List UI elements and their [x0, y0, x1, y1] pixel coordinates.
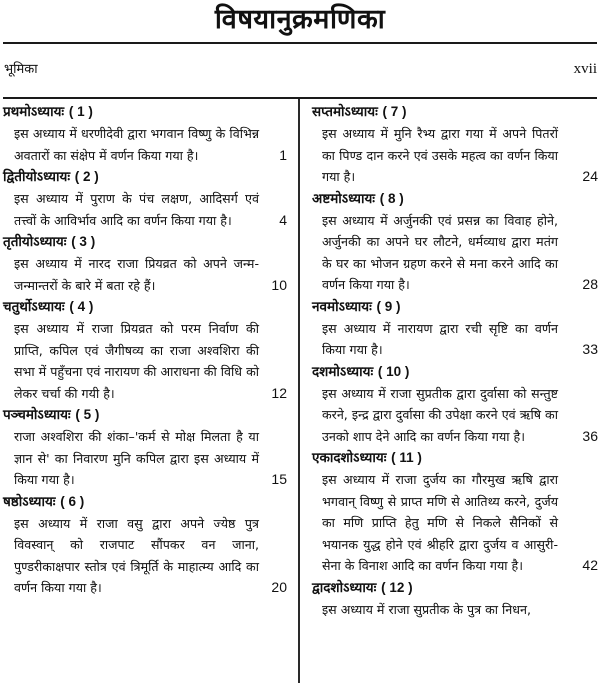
chapter-title: दशमोऽध्यायः	[312, 363, 374, 380]
left-column	[0, 99, 297, 683]
chapter-heading	[302, 188, 592, 210]
chapter-summary: इस अध्याय में मुनि रैभ्य द्वारा गया में अपने पितरों का पिण्ड दान करने एवं उसके महत्व का वर्णन किया गया है।	[322, 126, 558, 184]
page-number: 1	[279, 146, 287, 163]
toc-entry[interactable]	[0, 231, 297, 296]
chapter-heading	[302, 447, 592, 469]
chapter-title: द्वादशोऽध्यायः	[312, 579, 377, 596]
chapter-number: ( 6 )	[60, 493, 85, 509]
chapter-summary: इस अध्याय में राजा वसु द्वारा अपने ज्येष्ठ पुत्र विवस्वान् को राजपाट सौंपकर वन जाना, पुण्डरीकाक्षपार स्तोत्र एवं त्रिमूर्ति के माहात्म्य आदि का वर्णन किया गया है।	[14, 515, 259, 595]
chapter-title: पञ्चमोऽध्यायः	[3, 407, 71, 423]
chapter-heading	[302, 101, 592, 123]
chapter-title: द्वितीयोऽध्यायः	[3, 169, 71, 185]
page-number: 24	[582, 168, 598, 184]
chapter-number: ( 10 )	[377, 363, 410, 379]
chapter-number: ( 3 )	[71, 234, 96, 249]
page-number: 33	[582, 341, 598, 357]
toc-entry[interactable]	[302, 447, 600, 577]
toc-entry[interactable]	[302, 188, 600, 296]
chapter-number: ( 11 )	[391, 450, 422, 465]
page-number: 4	[279, 211, 287, 228]
page-number: 10	[271, 276, 287, 293]
chapter-heading	[0, 491, 289, 513]
chapter-heading	[0, 404, 289, 426]
page-number: 12	[271, 384, 287, 401]
chapter-number: ( 9 )	[376, 298, 401, 314]
column-divider	[298, 99, 300, 683]
chapter-number: ( 7 )	[382, 104, 407, 119]
chapter-summary: इस अध्याय में पुराण के पंच लक्षण, आदिसर्ग एवं तत्त्वों के आविर्भाव आदि का वर्णन किया गया है।	[14, 191, 259, 228]
chapter-title: एकादशोऽध्यायः	[312, 450, 387, 466]
chapter-number: ( 12 )	[381, 579, 413, 595]
chapter-summary: इस अध्याय में नारद राजा प्रियव्रत को अपने जन्म-जन्मान्तरों के बारे में बता रहे हैं।	[14, 256, 259, 293]
intro-label: भूमिका	[4, 62, 38, 77]
chapter-heading	[302, 296, 592, 318]
chapter-summary: इस अध्याय में राजा सुप्रतीक के पुत्र का निधन,	[322, 601, 531, 617]
page-number: 36	[582, 427, 598, 444]
toc-entry[interactable]	[0, 491, 297, 599]
chapter-number: ( 8 )	[379, 190, 404, 206]
toc-entry[interactable]	[0, 404, 297, 491]
chapter-heading	[0, 101, 289, 123]
chapter-title: षष्ठोऽध्यायः	[3, 493, 56, 510]
page-number: 42	[582, 557, 598, 573]
chapter-heading	[0, 296, 289, 318]
right-column	[302, 99, 600, 683]
chapter-number: ( 1 )	[68, 104, 93, 119]
chapter-heading	[302, 577, 592, 599]
page-number: 15	[271, 471, 287, 487]
chapter-heading	[0, 166, 289, 188]
chapter-summary: इस अध्याय में अर्जुनकी एवं प्रसन्न का विवाह होने, अर्जुनकी का अपने घर लौटने, धर्मव्याध द्वारा मतंग के घर का भोजन ग्रहण करने से मना करने आदि का वर्णन किया गया है।	[322, 212, 558, 292]
chapter-number: ( 4 )	[69, 299, 94, 314]
chapter-summary: इस अध्याय में राजा सुप्रतीक द्वारा दुर्वासा को सन्तुष्ट करने, इन्द्र द्वारा दुर्वासा की उपेक्षा करने एवं ऋषि का उनको शाप देने आदि का वर्णन किया गया है।	[322, 385, 558, 444]
toc-entry[interactable]	[302, 577, 600, 621]
chapter-title: चतुर्थोऽध्यायः	[3, 299, 65, 315]
toc-entry[interactable]	[0, 296, 297, 404]
chapter-summary: इस अध्याय में राजा प्रियव्रत को परम निर्वाण की प्राप्ति, कपिल एवं जैगीषव्य का राजा अश्वशिरा की सभा में पहुँचना एवं नारायण की आराधना की विधि को लेकर चर्चा की गयी है।	[14, 321, 259, 401]
chapter-title: तृतीयोऽध्यायः	[3, 234, 67, 250]
chapter-summary: इस अध्याय में धरणीदेवी द्वारा भगवान विष्णु के विभिन्न अवतारों का संक्षेप में वर्णन किया गया है।	[14, 126, 259, 163]
toc-entry[interactable]	[0, 166, 297, 231]
intro-page-number: xvii	[573, 61, 597, 77]
page-number: 28	[582, 276, 598, 292]
toc-entry-intro[interactable]	[4, 60, 597, 79]
chapter-title: अष्टमोऽध्यायः	[312, 190, 376, 207]
chapter-number: ( 2 )	[74, 169, 99, 184]
chapter-summary: इस अध्याय में राजा दुर्जय का गौरमुख ऋषि द्वारा भगवान् विष्णु से प्राप्त मणि से आतिथ्य करने, दुर्जय का मणि प्राप्ति हेतु मणि से निकले सैनिकों से भयानक युद्ध होने एवं श्रीहरि द्वारा दुर्जय व आसुरी-सेना के विनाश आदि का वर्णन किया गया है।	[322, 472, 558, 573]
chapter-number: ( 5 )	[75, 407, 100, 422]
toc-entry[interactable]	[302, 101, 600, 188]
page-title: विषयानुक्रमणिका	[214, 4, 386, 35]
toc-entry[interactable]	[0, 101, 297, 166]
toc-entry[interactable]	[302, 296, 600, 361]
chapter-title: सप्तमोऽध्यायः	[312, 104, 378, 120]
chapter-summary: राजा अश्वशिरा की शंका–'कर्म से मोक्ष मिलता है या ज्ञान से' का निवारण मुनि कपिल द्वारा इस अध्याय में किया गया है।	[14, 429, 259, 487]
chapter-title: नवमोऽध्यायः	[312, 298, 372, 315]
top-rule	[3, 42, 597, 44]
chapter-title: प्रथमोऽध्यायः	[3, 104, 65, 120]
chapter-heading	[0, 231, 289, 253]
page-number: 20	[271, 579, 287, 595]
toc-entry[interactable]	[302, 361, 600, 448]
chapter-heading	[302, 361, 592, 383]
chapter-summary: इस अध्याय में नारायण द्वारा रची सृष्टि का वर्णन किया गया है।	[322, 320, 558, 357]
